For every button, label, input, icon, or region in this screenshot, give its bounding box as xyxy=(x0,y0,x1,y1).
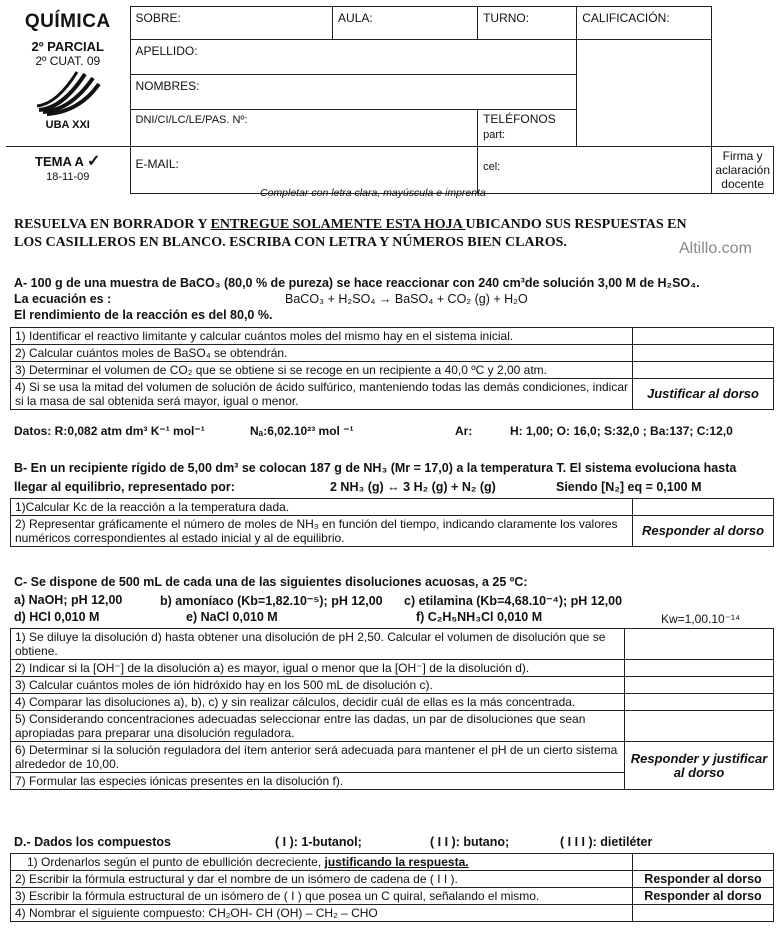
solution-e: e) NaCl 0,010 M xyxy=(186,610,278,624)
answer-c5[interactable] xyxy=(625,711,774,742)
section-d-title: D.- Dados los compuestos xyxy=(14,835,171,849)
answer-d4[interactable] xyxy=(633,905,774,922)
answer-a3[interactable] xyxy=(633,362,774,379)
data-na: Nₐ:6,02.10²³ mol ⁻¹ xyxy=(250,424,354,438)
section-b-condition: Siendo [N₂] eq = 0,100 M xyxy=(556,480,702,494)
compound-2: ( I I ): butano; xyxy=(430,835,510,849)
section-a-item-4: 4) Si se usa la mitad del volumen de solución de ácido sulfúrico, manteniendo todas las demás condiciones, indicar si la masa de sal obtenida será mayor, igual o menor. xyxy=(11,379,633,410)
turno-field[interactable]: TURNO: xyxy=(478,7,577,40)
section-d-item-1-text: 1) Ordenarlos según el punto de ebullición decreciente, xyxy=(27,855,325,869)
exam-date: 18-11-09 xyxy=(46,171,90,183)
section-d-item-2: 2) Escribir la fórmula estructural y dar el nombre de un isómero de cadena de ( I I ). xyxy=(11,871,633,888)
section-a-item-1: 1) Identificar el reactivo limitante y calcular cuántos moles del mismo hay en el sistema inicial. xyxy=(11,328,633,345)
header-logo-cell xyxy=(6,7,130,147)
compound-3: ( I I I ): dietiléter xyxy=(560,835,653,849)
answer-c67[interactable]: Responder y justificar al dorso xyxy=(625,742,774,790)
section-c-item-5: 5) Considerando concentraciones adecuadas seleccionar entre las dadas, un par de disoluciones que sean apropiadas para preparar una disolución reguladora. xyxy=(11,711,625,742)
solution-f: f) C₂H₅NH₃Cl 0,010 M xyxy=(416,610,543,624)
exam-label: 2º PARCIAL xyxy=(31,38,104,54)
section-d-item-4: 4) Nombrar el siguiente compuesto: CH₂OH- CH (OH) – CH₂ – CHO xyxy=(11,905,633,922)
instructions-line1 xyxy=(14,217,687,233)
section-a-item-2: 2) Calcular cuántos moles de BaSO₄ se obtendrán. xyxy=(11,345,633,362)
answer-a2[interactable] xyxy=(633,345,774,362)
section-c-item-7: 7) Formular las especies iónicas presentes en la disolución f). xyxy=(11,773,625,790)
section-d-item-1-emph: justificando la respuesta. xyxy=(324,855,469,869)
answer-d2[interactable]: Responder al dorso xyxy=(633,871,774,888)
telefonos-label: TELÉFONOS xyxy=(483,112,556,126)
section-c-table xyxy=(10,628,774,790)
section-a-table xyxy=(10,327,774,410)
section-b-item-2: 2) Representar gráficamente el número de moles de NH₃ en función del tiempo, indicando claramente los valores numéricos correspondientes al estado inicial y al de equilibrio. xyxy=(11,516,633,547)
uba-logo-icon xyxy=(33,70,103,116)
solution-b: b) amoníaco (Kb=1,82.10⁻⁵); pH 12,00 xyxy=(160,594,383,608)
answer-d3[interactable]: Responder al dorso xyxy=(633,888,774,905)
section-a-eq-label: La ecuación es : xyxy=(14,292,112,306)
answer-a1[interactable] xyxy=(633,328,774,345)
section-a-yield: El rendimiento de la reacción es del 80,0 %. xyxy=(14,308,273,322)
sobre-field[interactable]: SOBRE: xyxy=(130,7,333,40)
firma-label: Firma y aclaración docente xyxy=(712,147,774,194)
email-field[interactable]: E-MAIL: xyxy=(130,147,478,194)
aula-field[interactable]: AULA: xyxy=(333,7,478,40)
watermark: Altillo.com xyxy=(679,240,752,257)
section-b-equation: 2 NH₃ (g) ↔ 3 H₂ (g) + N₂ (g) xyxy=(330,480,496,494)
section-c-item-3: 3) Calcular cuántos moles de ión hidróxido hay en los 500 mL de disolución c). xyxy=(11,677,625,694)
solution-a: a) NaOH; pH 12,00 xyxy=(14,593,123,607)
data-masses: H: 1,00; O: 16,0; S:32,0 ; Ba:137; C:12,0 xyxy=(510,424,733,438)
compound-1: ( I ): 1-butanol; xyxy=(275,835,362,849)
section-c-item-4: 4) Comparar las disoluciones a), b), c) y sin realizar cálculos, decidir cuál de ellas es la más concentrada. xyxy=(11,694,625,711)
answer-b2[interactable]: Responder al dorso xyxy=(633,516,774,547)
data-r: Datos: R:0,082 atm dm³ K⁻¹ mol⁻¹ xyxy=(14,424,205,438)
answer-c1[interactable] xyxy=(625,629,774,660)
instructions-part1: RESUELVA EN BORRADOR Y xyxy=(14,217,211,232)
term-label: 2º CUAT. 09 xyxy=(35,53,101,68)
answer-d1[interactable] xyxy=(633,854,774,871)
cel-field[interactable]: cel: xyxy=(478,147,712,194)
section-a-item-3: 3) Determinar el volumen de CO₂ que se obtiene si se recoge en un recipiente a 40,0 ºC y 2,00 atm. xyxy=(11,362,633,379)
theme-cell xyxy=(6,147,130,194)
section-d-item-1 xyxy=(11,854,633,871)
section-b-line1: B- En un recipiente rígido de 5,00 dm³ se colocan 187 g de NH₃ (Mr = 17,0) a la temperatura T. El sistema evoluciona hasta xyxy=(14,461,737,475)
solution-c: c) etilamina (Kb=4,68.10⁻⁴); pH 12,00 xyxy=(404,594,623,608)
header-note: Completar con letra clara, mayúscula e imprenta xyxy=(260,187,486,199)
instructions-part3: UBICANDO SUS RESPUESTAS EN xyxy=(465,217,687,232)
section-a-title: A- 100 g de una muestra de BaCO₃ (80,0 % de pureza) se hace reaccionar con 240 cm³de solución 3,00 M de H₂SO₄. xyxy=(14,276,700,290)
section-d-table xyxy=(10,853,774,922)
answer-c4[interactable] xyxy=(625,694,774,711)
calificacion-label: CALIFICACIÓN: xyxy=(577,7,712,40)
header-form xyxy=(6,6,774,194)
section-d-item-3: 3) Escribir la fórmula estructural de un isómero de ( I ) que posea un C quiral, señalando el mismo. xyxy=(11,888,633,905)
answer-b1[interactable] xyxy=(633,499,774,516)
section-c-item-2: 2) Indicar si la [OH⁻] de la disolución a) es mayor, igual o menor que la [OH⁻] de la disolución d). xyxy=(11,660,625,677)
telefonos-cell[interactable] xyxy=(478,110,712,147)
dni-field[interactable]: DNI/CI/LC/LE/PAS. Nº: xyxy=(130,110,478,147)
instructions-line2: LOS CASILLEROS EN BLANCO. ESCRIBA CON LETRA Y NÚMEROS BIEN CLAROS. xyxy=(14,235,567,250)
section-c-item-6: 6) Determinar si la solución reguladora del ítem anterior será adecuada para mantener el pH de un cierto sistema alrededor de 10,00. xyxy=(11,742,625,773)
section-b-table xyxy=(10,498,774,547)
nombres-field[interactable]: NOMBRES: xyxy=(130,75,577,110)
section-c-item-1: 1) Se diluye la disolución d) hasta obtener una disolución de pH 2,50. Calcular el volumen de disolución que se obtiene. xyxy=(11,629,625,660)
section-a-equation: BaCO₃ + H₂SO₄ → BaSO₄ + CO₂ (g) + H₂O xyxy=(285,292,528,306)
answer-a4[interactable]: Justificar al dorso xyxy=(633,379,774,410)
theme-label: TEMA A xyxy=(35,154,84,169)
solution-d: d) HCl 0,010 M xyxy=(14,610,100,624)
apellido-field[interactable]: APELLIDO: xyxy=(130,40,577,75)
answer-c3[interactable] xyxy=(625,677,774,694)
check-icon: ✓ xyxy=(87,153,101,170)
instructions-part2: ENTREGUE SOLAMENTE ESTA HOJA xyxy=(210,217,466,232)
section-c-title: C- Se dispone de 500 mL de cada una de las siguientes disoluciones acuosas, a 25 ºC: xyxy=(14,575,528,589)
logo-text: UBA XXI xyxy=(45,118,90,131)
part-label: part: xyxy=(483,129,506,141)
section-b-item-1: 1)Calcular Kc de la reacción a la temperatura dada. xyxy=(11,499,633,516)
subject-title: QUÍMICA xyxy=(24,10,111,32)
answer-c2[interactable] xyxy=(625,660,774,677)
section-b-line2: llegar al equilibrio, representado por: xyxy=(14,480,235,494)
kw-constant: Kw=1,00.10⁻¹⁴ xyxy=(661,612,741,626)
data-ar: Ar: xyxy=(455,424,473,438)
